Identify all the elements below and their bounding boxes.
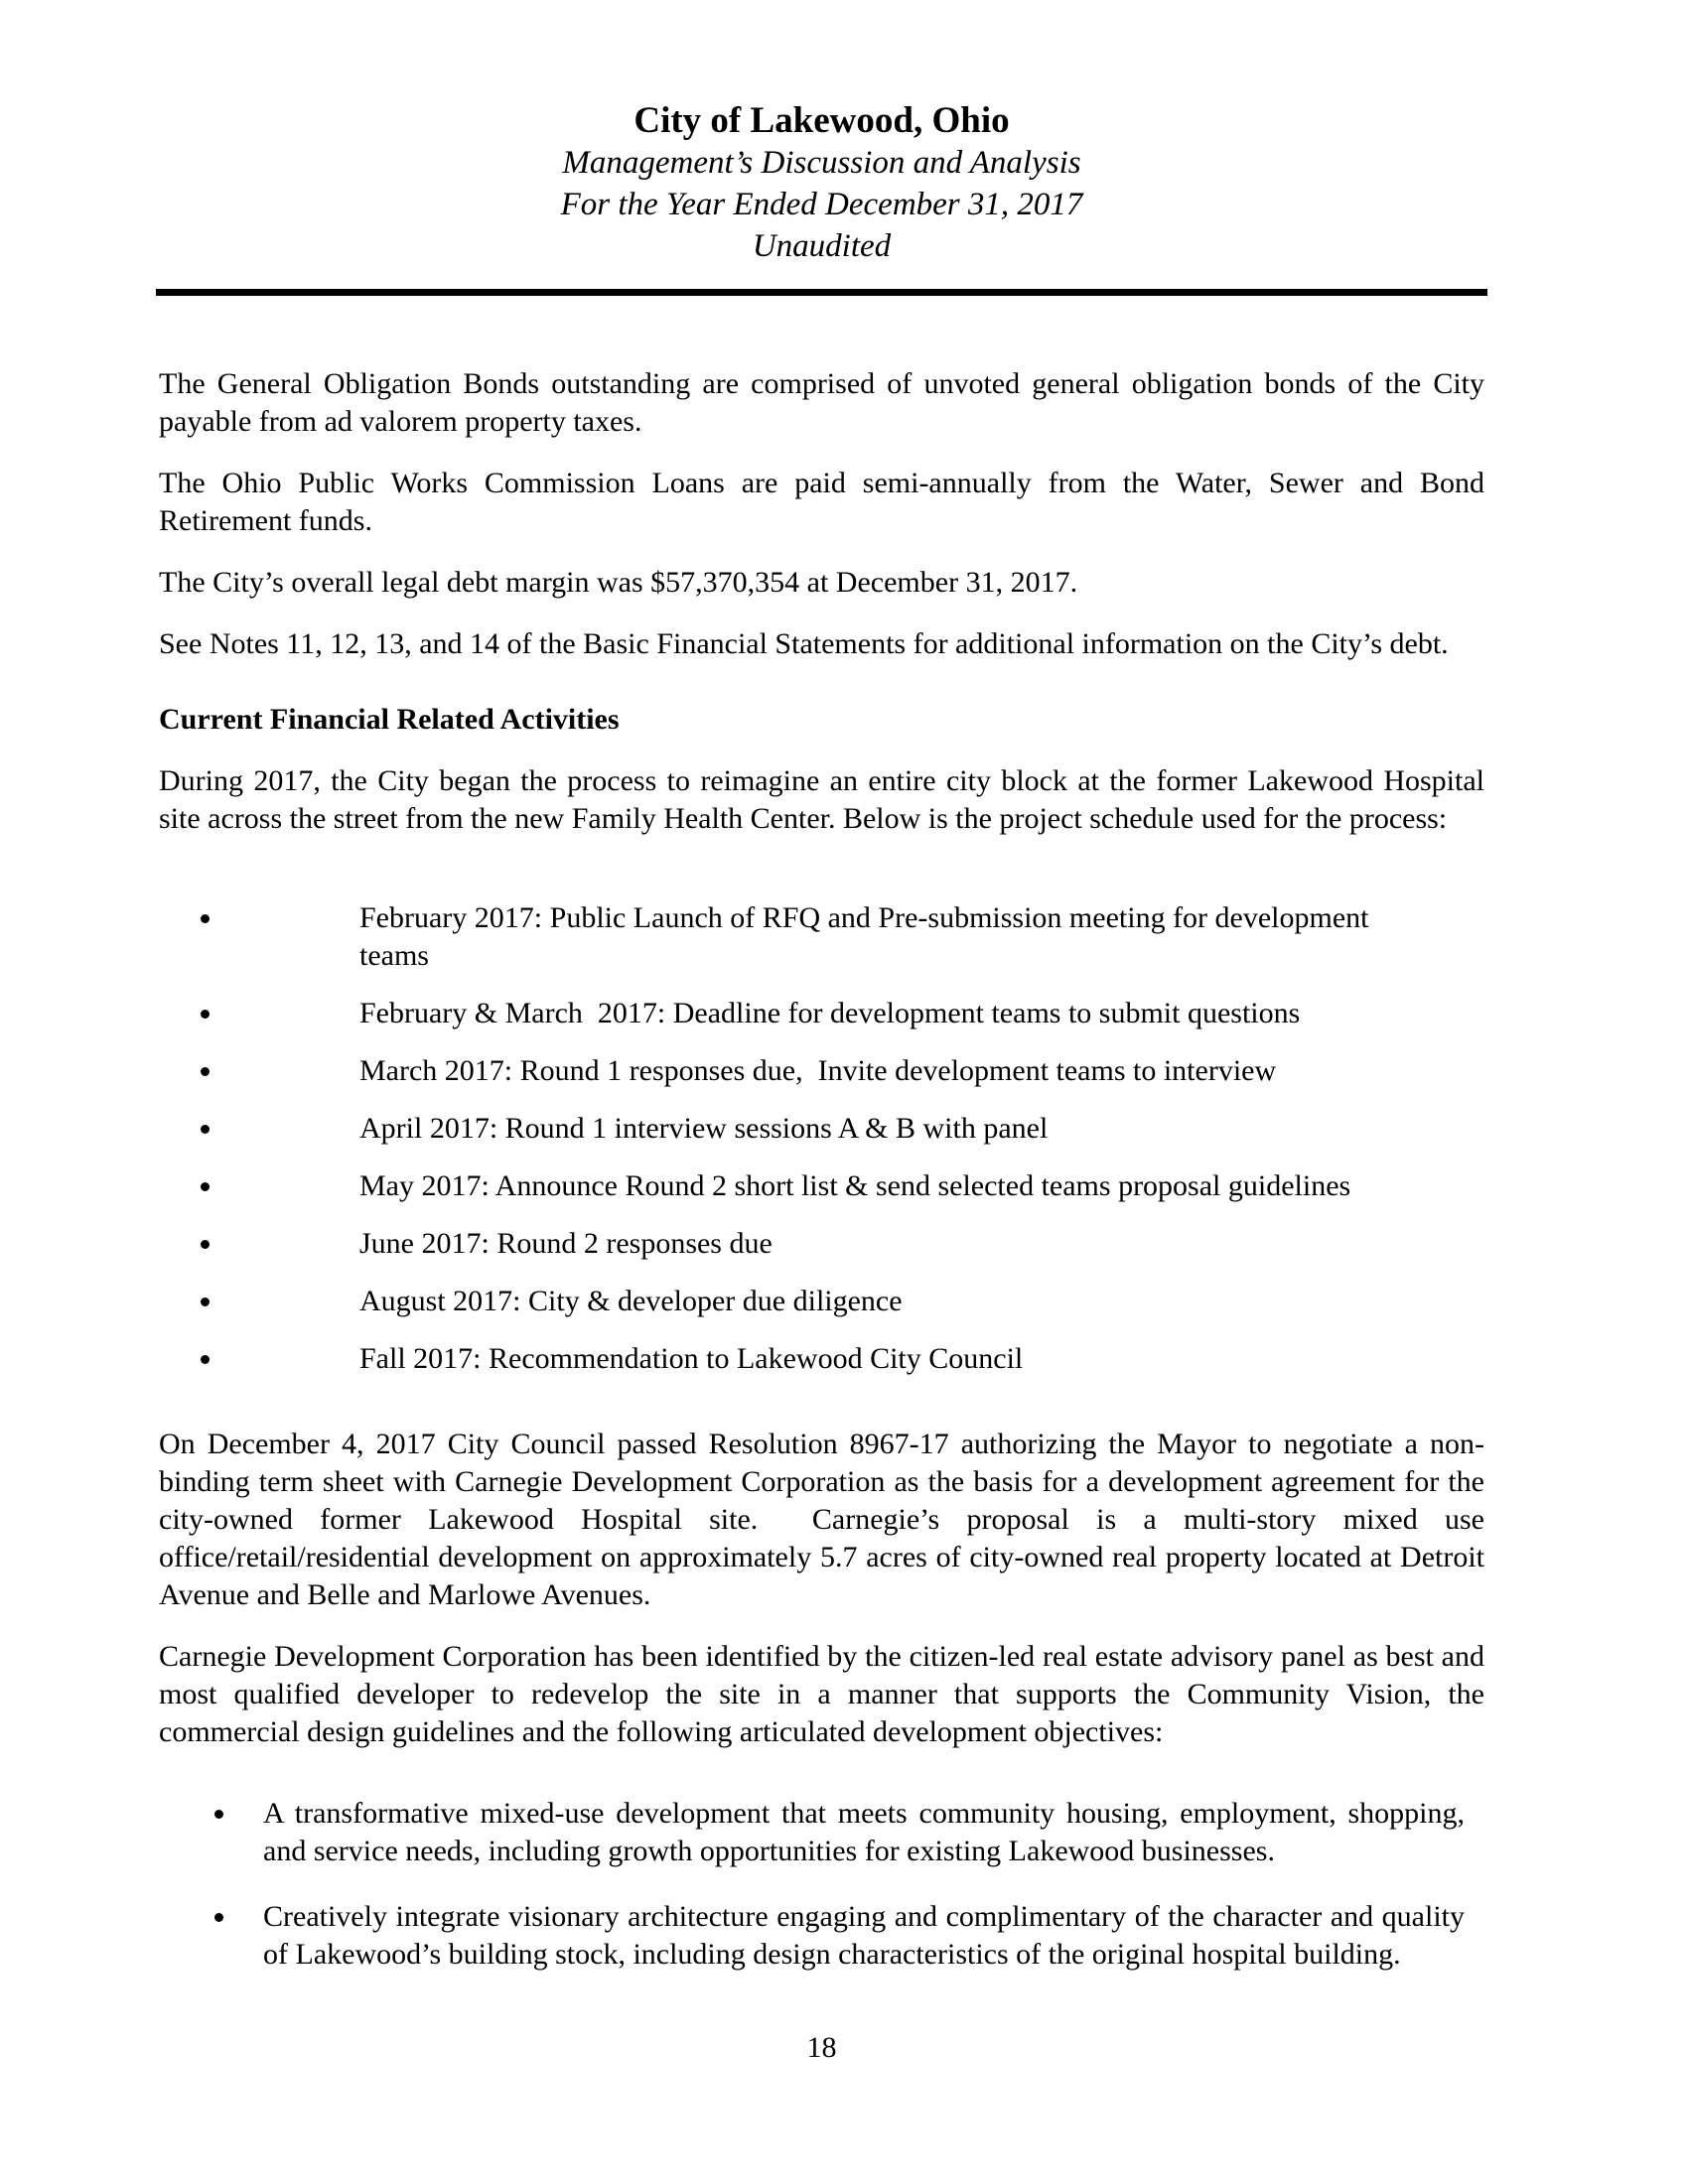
list-item-text: August 2017: City & developer due diligence (359, 1285, 903, 1317)
bullet-icon (201, 1125, 210, 1134)
paragraph-resolution: On December 4, 2017 City Council passed Resolution 8967-17 authorizing the Mayor to negotiate a non-binding term sheet with Carnegie Development Corporation as the basis for a development agreement for the city-owned former Lakewood Hospital site. Carnegie’s proposal is a multi-story mixed use office/retail/residential development on approximately 5.7 acres of city-owned real property located at Detroit Avenue and Belle and Marlowe Avenues. (159, 1428, 1492, 1611)
list-item-text: March 2017: Round 1 responses due, Invite development teams to interview (359, 1054, 1277, 1087)
schedule-list (159, 899, 1484, 1378)
list-item (159, 1340, 1484, 1378)
document-title: City of Lakewood, Ohio (633, 100, 1010, 141)
bullet-icon (201, 1297, 210, 1306)
list-item (159, 1898, 1484, 1974)
bullet-icon (201, 1240, 210, 1249)
list-item-text: May 2017: Announce Round 2 short list & send selected teams proposal guidelines (359, 1169, 1351, 1202)
list-item (159, 899, 1484, 975)
bullet-icon (201, 1010, 210, 1019)
list-item-text: Fall 2017: Recommendation to Lakewood City Council (359, 1342, 1024, 1375)
paragraph-opwc-loans: The Ohio Public Works Commission Loans are paid semi-annually from the Water, Sewer and Bond Retirement funds. (159, 467, 1492, 537)
list-item (159, 1225, 1484, 1263)
list-item (159, 1795, 1484, 1870)
bullet-icon (201, 1182, 210, 1191)
list-item-text: February 2017: Public Launch of RFQ and Pre-submission meeting for development teams (359, 901, 1376, 972)
list-item-text: Creatively integrate visionary architecture engaging and complimentary of the character and quality of Lakewood’s building stock, including design characteristics of the original hospital building. (263, 1900, 1473, 1971)
bullet-icon (214, 1913, 223, 1922)
bullet-icon (201, 1355, 210, 1364)
section-heading: Current Financial Related Activities (159, 703, 620, 736)
paragraph-see-notes: See Notes 11, 12, 13, and 14 of the Basic Financial Statements for additional information on the City’s debt. (159, 627, 1449, 660)
paragraph-debt-margin: The City’s overall legal debt margin was $57,370,354 at December 31, 2017. (159, 566, 1078, 599)
paragraph-during-2017: During 2017, the City began the process to reimagine an entire city block at the former Lakewood Hospital site across the street from the new Family Health Center. Below is the project schedule used for the process: (159, 764, 1492, 835)
bullet-icon (214, 1810, 223, 1819)
list-item (159, 1052, 1484, 1090)
document-subtitle-line-3: Unaudited (752, 228, 892, 264)
list-item (159, 1110, 1484, 1148)
list-item-text: February & March 2017: Deadline for development teams to submit questions (359, 997, 1301, 1029)
header-rule (156, 289, 1487, 296)
bullet-icon (201, 914, 210, 923)
paragraph-carnegie-identified: Carnegie Development Corporation has been identified by the citizen-led real estate advisory panel as best and most qualified developer to redevelop the site in a manner that supports the Community Vision, the commercial design guidelines and the following articulated development objectives: (159, 1640, 1492, 1748)
list-item (159, 995, 1484, 1032)
paragraph-general-obligation-bonds: The General Obligation Bonds outstanding are comprised of unvoted general obligation bonds of the City payable from ad valorem property taxes. (159, 367, 1492, 438)
page-number: 18 (806, 2031, 837, 2064)
document-subtitle-line-1: Management’s Discussion and Analysis (562, 145, 1081, 181)
list-item-text: A transformative mixed-use development that meets community housing, employment, shopping, and service needs, including growth opportunities for existing Lakewood businesses. (263, 1797, 1473, 1867)
list-item (159, 1167, 1484, 1205)
document-subtitle-line-2: For the Year Ended December 31, 2017 (560, 187, 1083, 222)
list-item-text: April 2017: Round 1 interview sessions A & B with panel (359, 1112, 1049, 1145)
document-header (159, 99, 1484, 267)
list-item-text: June 2017: Round 2 responses due (359, 1227, 773, 1260)
bullet-icon (201, 1067, 210, 1076)
objectives-list (159, 1795, 1484, 1974)
list-item (159, 1283, 1484, 1320)
